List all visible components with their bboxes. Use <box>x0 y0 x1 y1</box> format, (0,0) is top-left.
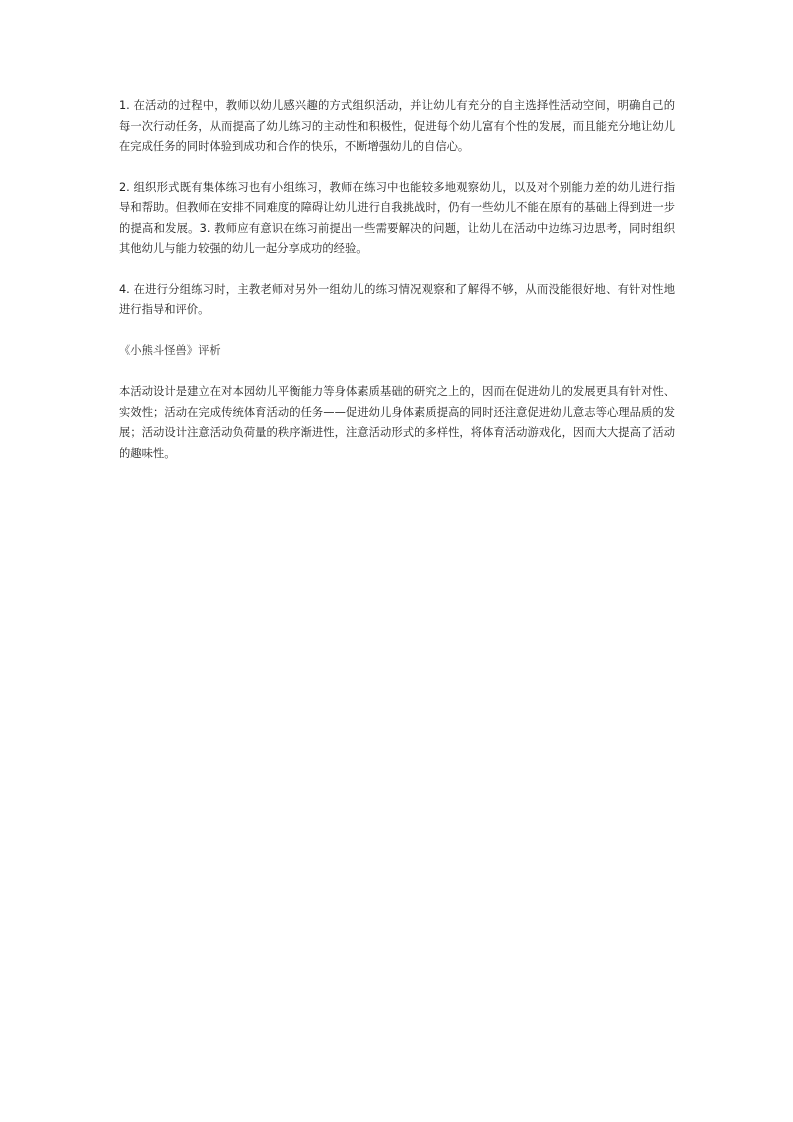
paragraph-1: 1. 在活动的过程中，教师以幼儿感兴趣的方式组织活动，并让幼儿有充分的自主选择性活动空间，明确自己的每一次行动任务，从而提高了幼儿练习的主动性和积极性，促进每个幼儿富有个性的发展，而且能充分地让幼儿在完成任务的同时体验到成功和合作的快乐，不断增强幼儿的自信心。 <box>119 99 675 153</box>
paragraph-3: 4. 在进行分组练习时，主教老师对另外一组幼儿的练习情况观察和了解得不够，从而没能很好地、有针对性地进行指导和评价。 <box>119 282 675 316</box>
section-heading: 《小熊斗怪兽》评析 <box>119 343 221 357</box>
analysis-paragraph: 本活动设计是建立在对本园幼儿平衡能力等身体素质基础的研究之上的，因而在促进幼儿的发展更具有针对性、实效性；活动在完成传统体育活动的任务——促进幼儿身体素质提高的同时还注意促进幼儿意志等心理品质的发展；活动设计注意活动负荷量的秩序渐进性，注意活动形式的多样性，将体育活动游戏化，因而大大提高了活动的趣味性。 <box>119 385 675 460</box>
document-page <box>119 96 675 484</box>
paragraph-2: 2. 组织形式既有集体练习也有小组练习，教师在练习中也能较多地观察幼儿，以及对个别能力差的幼儿进行指导和帮助。但教师在安排不同难度的障碍让幼儿进行自我挑战时，仍有一些幼儿不能在原有的基础上得到进一步的提高和发展。3. 教师应有意识在练习前提出一些需要解决的问题，让幼儿在活动中边练习边思考，同时组织其他幼儿与能力较强的幼儿一起分享成功的经验。 <box>119 180 675 255</box>
